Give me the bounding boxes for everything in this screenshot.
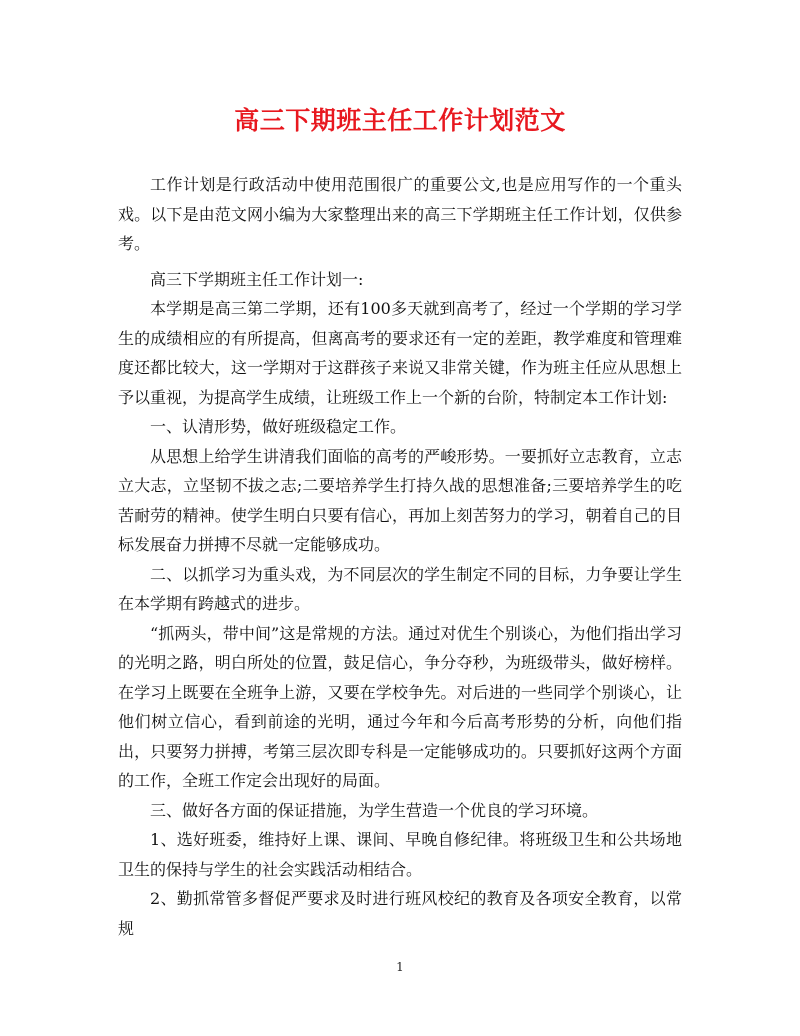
section-heading-3: 三、做好各方面的保证措施，为学生营造一个优良的学习环境。 — [150, 800, 599, 820]
page-number: 1 — [396, 960, 404, 974]
paragraph-intro: 工作计划是行政活动中使用范围很广的重要公文,也是应用写作的一个重头戏。以下是由范文网小编为大家整理出来的高三下学期班主任工作计划，仅供参考。 — [118, 175, 682, 253]
document-body — [118, 170, 682, 943]
section-heading-2: 二、以抓学习为重头戏，为不同层次的学生制定不同的目标，力争要让学生在本学期有跨越式的进步。 — [118, 564, 682, 613]
paragraph-situation: 从思想上给学生讲清我们面临的高考的严峻形势。一要抓好立志教育，立志立大志，立坚韧不拔之志;二要培养学生打持久战的思想准备;三要培养学生的吃苦耐劳的精神。使学生明白只要有信心，再加上刻苦努力的学习，朝着自己的目标发展奋力拼搏不尽就一定能够成功。 — [118, 446, 682, 554]
paragraph-item-2: 2、勤抓常管多督促严要求及时进行班风校纪的教育及各项安全教育，以常规 — [118, 889, 682, 938]
paragraph-plan-heading: 高三下学期班主任工作计划一: — [150, 269, 364, 289]
paragraph-item-1: 1、选好班委，维持好上课、课间、早晚自修纪律。将班级卫生和公共场地卫生的保持与学生的社会实践活动相结合。 — [118, 830, 682, 879]
section-heading-1: 一、认清形势，做好班级稳定工作。 — [150, 417, 407, 436]
paragraph-semester-overview: 本学期是高三第二学期，还有100多天就到高考了，经过一个学期的学习学生的成绩相应的有所提高，但离高考的要求还有一定的差距，教学难度和管理难度还都比较大，这一学期对于这群孩子来说又非常关键，作为班主任应从思想上予以重视，为提高学生成绩，让班级工作上一个新的台阶，特制定本工作计划: — [118, 299, 682, 407]
document-title: 高三下期班主任工作计划范文 — [234, 106, 566, 135]
paragraph-two-ends: “抓两头，带中间”这是常规的方法。通过对优生个别谈心，为他们指出学习的光明之路，明白所处的位置，鼓足信心，争分夺秒，为班级带头，做好榜样。在学习上既要在全班争上游，又要在学校争先。对后进的一些同学个别谈心，让他们树立信心，看到前途的光明，通过今年和今后高考形势的分析，向他们指出，只要努力拼搏，考第三层次即专科是一定能够成功的。只要抓好这两个方面的工作，全班工作定会出现好的局面。 — [118, 623, 682, 790]
